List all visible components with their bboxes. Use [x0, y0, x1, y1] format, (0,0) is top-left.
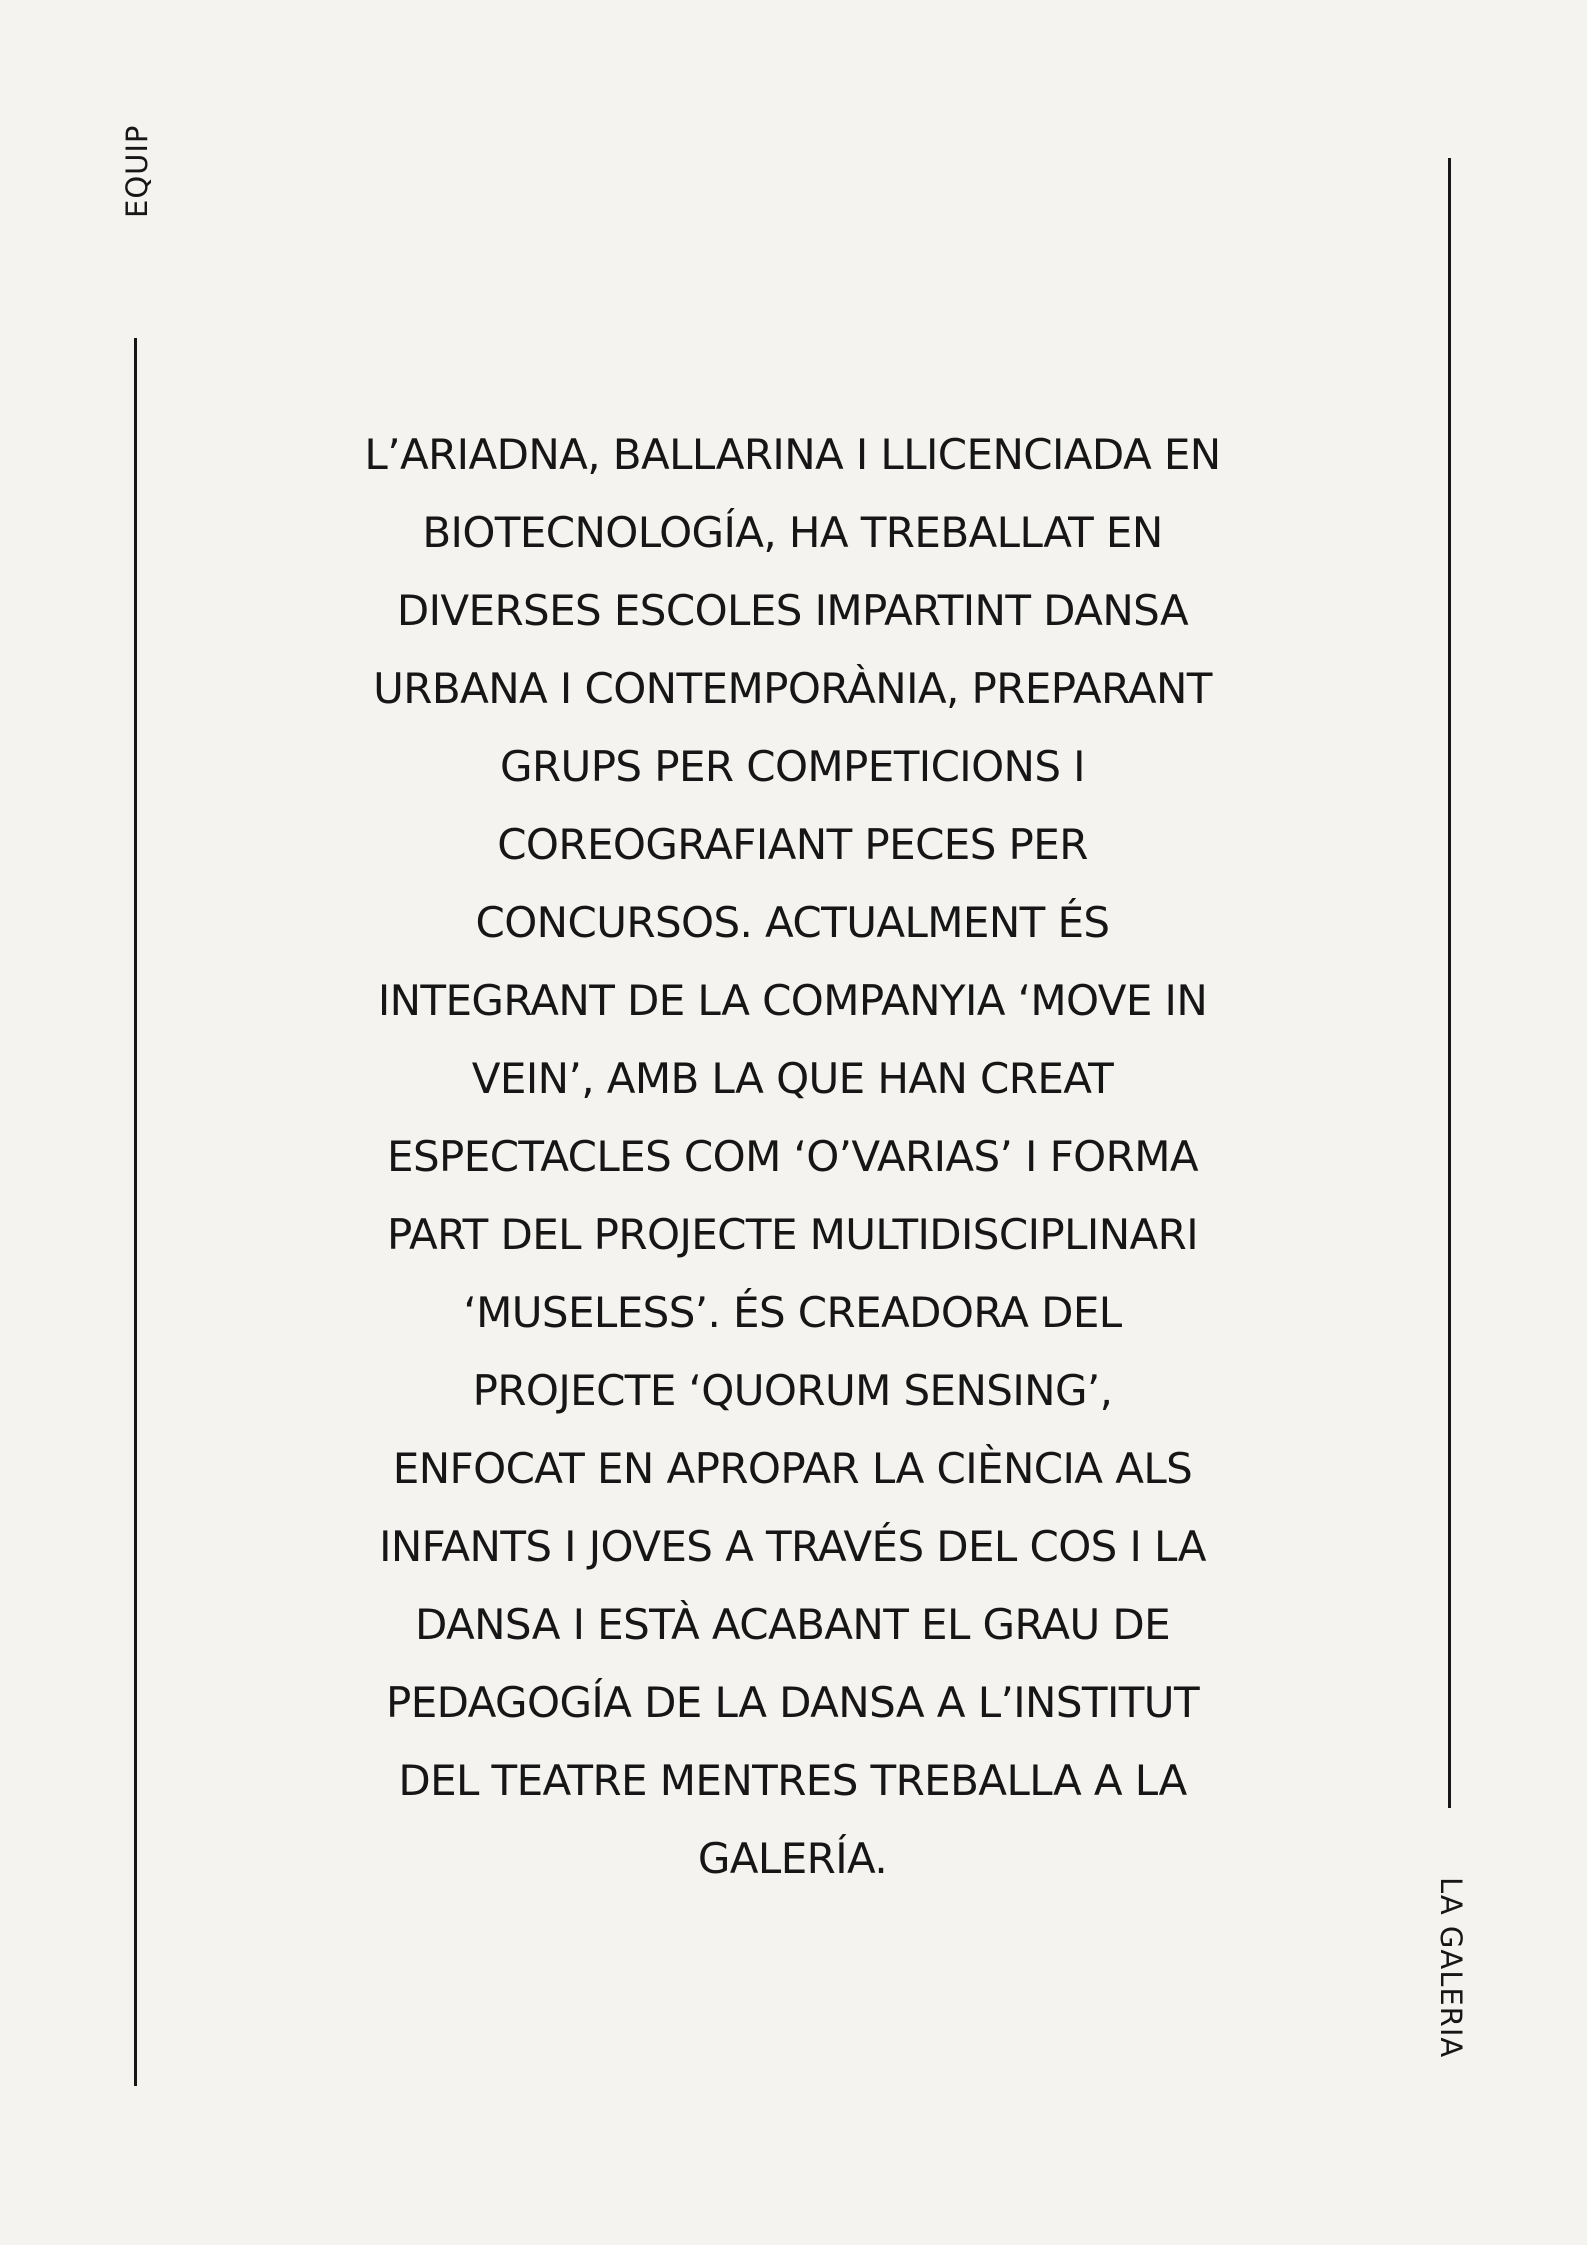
biography-line: DANSA I ESTÀ ACABANT EL GRAU DE [414, 1600, 1171, 1649]
biography-line: COREOGRAFIANT PECES PER [497, 820, 1088, 869]
biography-line: PROJECTE ‘QUORUM SENSING’, [472, 1366, 1113, 1415]
biography-line: PART DEL PROJECTE MULTIDISCIPLINARI [386, 1210, 1199, 1259]
biography-line: ‘MUSELESS’. ÉS CREADORA DEL [463, 1288, 1122, 1337]
biography-line: BIOTECNOLOGÍA, HA TREBALLAT EN [422, 508, 1163, 557]
biography-line: GALERÍA. [697, 1834, 888, 1883]
biography-line: L’ARIADNA, BALLARINA I LLICENCIADA EN [364, 430, 1221, 479]
biography-line: GRUPS PER COMPETICIONS I [500, 742, 1085, 791]
biography-line: CONCURSOS. ACTUALMENT ÉS [475, 898, 1110, 947]
biography-line: ESPECTACLES COM ‘O’VARIAS’ I FORMA [387, 1132, 1198, 1181]
biography-line: PEDAGOGÍA DE LA DANSA A L’INSTITUT [385, 1678, 1200, 1727]
right-divider-line [1448, 158, 1451, 1808]
biography-line: DEL TEATRE MENTRES TREBALLA A LA [398, 1756, 1187, 1805]
biography-line: DIVERSES ESCOLES IMPARTINT DANSA [396, 586, 1189, 635]
biography-line: VEIN’, AMB LA QUE HAN CREAT [471, 1054, 1114, 1103]
biography-line: URBANA I CONTEMPORÀNIA, PREPARANT [373, 664, 1212, 713]
biography-paragraph [290, 416, 1295, 1898]
biography-line: INFANTS I JOVES A TRAVÉS DEL COS I LA [379, 1522, 1206, 1571]
biography-line: ENFOCAT EN APROPAR LA CIÈNCIA ALS [392, 1444, 1193, 1493]
left-divider-line [134, 338, 137, 2086]
biography-line: INTEGRANT DE LA COMPANYIA ‘MOVE IN [377, 976, 1208, 1025]
side-label-equip: EQUIP [120, 124, 154, 218]
side-label-la-galeria: LA GALERIA [1434, 1877, 1468, 2059]
